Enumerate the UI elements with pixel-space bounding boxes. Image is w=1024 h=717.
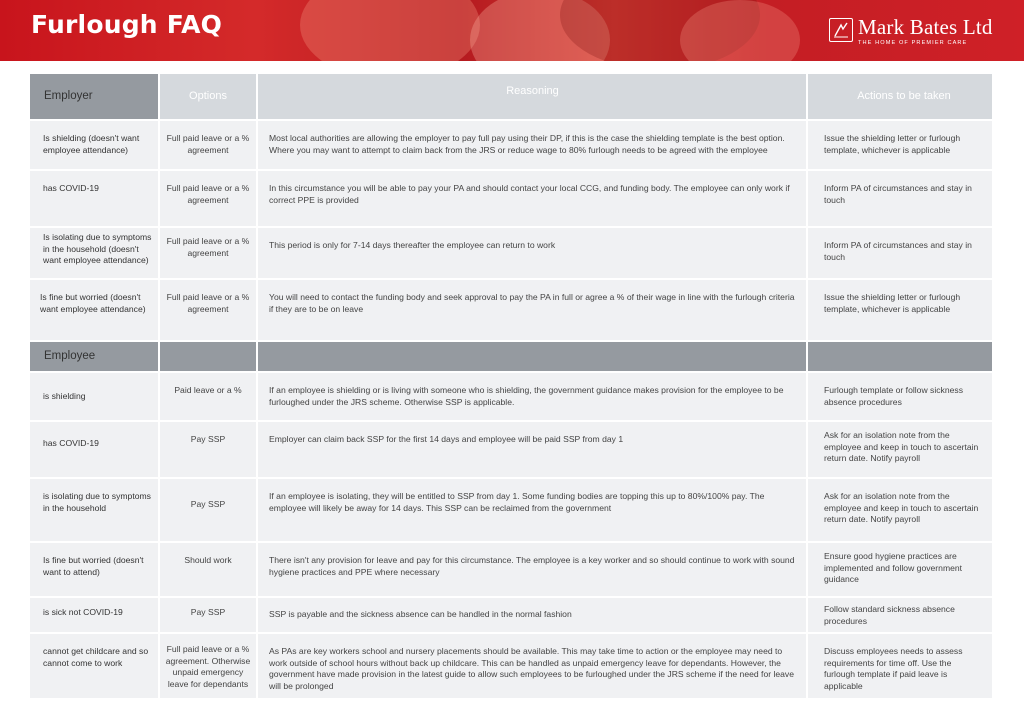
table-header-row xyxy=(30,74,992,121)
column-header-employer: Employer xyxy=(30,74,160,119)
actions-cell: Follow standard sickness absence procedures xyxy=(808,598,992,632)
reasoning-cell: Employer can claim back SSP for the first 14 days and employee will be paid SSP from day 1 xyxy=(258,422,808,477)
logo-emblem-icon xyxy=(829,18,853,42)
column-header-actions: Actions to be taken xyxy=(808,74,992,119)
situation-cell: cannot get childcare and so cannot come to work xyxy=(30,634,160,698)
situation-cell: has COVID-19 xyxy=(30,422,160,477)
reasoning-cell: This period is only for 7-14 days thereafter the employee can return to work xyxy=(258,228,808,278)
page-title: Furlough FAQ xyxy=(31,10,223,39)
situation-cell: Is shielding (doesn't want employee attendance) xyxy=(30,121,160,169)
company-logo xyxy=(829,17,993,47)
reasoning-cell: Most local authorities are allowing the employer to pay full pay using their DP, if this is the case the shielding template is the best option. Where you may want to attempt to claim back from the JRS or reduce wage to 80% furlough needs to be agreed with the employee xyxy=(258,121,808,169)
actions-cell: Inform PA of circumstances and stay in touch xyxy=(808,228,992,278)
reasoning-cell: There isn't any provision for leave and pay for this circumstance. The employee is a key worker and so should continue to work with sound hygiene practices and PPE where necessary xyxy=(258,543,808,596)
table-row xyxy=(30,373,992,422)
actions-cell: Issue the shielding letter or furlough template, whichever is applicable xyxy=(808,121,992,169)
section-spacer xyxy=(258,342,808,371)
section-label-employee: Employee xyxy=(30,342,160,371)
actions-cell: Issue the shielding letter or furlough template, whichever is applicable xyxy=(808,280,992,340)
situation-cell: Is fine but worried (doesn't want to attend) xyxy=(30,543,160,596)
logo-name: Mark Bates Ltd xyxy=(858,15,993,39)
options-cell: Should work xyxy=(160,543,258,596)
options-cell: Full paid leave or a % agreement xyxy=(160,280,258,340)
options-cell: Pay SSP xyxy=(160,598,258,632)
table-row xyxy=(30,598,992,634)
column-header-reasoning: Reasoning xyxy=(258,74,808,119)
table-row xyxy=(30,479,992,543)
situation-cell: is shielding xyxy=(30,373,160,420)
reasoning-cell: If an employee is isolating, they will be entitled to SSP from day 1. Some funding bodies are topping this up to 80%/100% pay. The employee will likely be away for 14 days. This SSP can be reclaimed from the government xyxy=(258,479,808,541)
situation-cell: Is fine but worried (doesn't want employee attendance) xyxy=(30,280,160,340)
options-cell: Full paid leave or a % agreement xyxy=(160,171,258,226)
reasoning-cell: You will need to contact the funding body and seek approval to pay the PA in full or agree a % of their wage in line with the furlough criteria if they are to be on leave xyxy=(258,280,808,340)
faq-table xyxy=(30,74,992,700)
table-row xyxy=(30,422,992,479)
table-row xyxy=(30,280,992,342)
options-cell: Full paid leave or a % agreement. Otherwise unpaid emergency leave for dependants xyxy=(160,634,258,698)
section-spacer xyxy=(160,342,258,371)
employee-section-row xyxy=(30,342,992,373)
situation-cell: is sick not COVID-19 xyxy=(30,598,160,632)
banner-photo-background xyxy=(300,0,480,61)
section-spacer xyxy=(808,342,992,371)
options-cell: Pay SSP xyxy=(160,422,258,477)
situation-cell: Is isolating due to symptoms in the household (doesn't want employee attendance) xyxy=(30,228,160,278)
reasoning-cell: As PAs are key workers school and nursery placements should be available. This may take time to action or the employee may need to work outside of school hours without back up childcare. This can be handled as unpaid emergency leave for dependants. However, the government have made provision in the latest guide to allow such employees to be furloughed under the JRS scheme if the need for leave will be prolonged xyxy=(258,634,808,698)
options-cell: Full paid leave or a % agreement xyxy=(160,121,258,169)
table-row xyxy=(30,228,992,280)
table-row xyxy=(30,543,992,598)
table-row xyxy=(30,121,992,171)
situation-cell: has COVID-19 xyxy=(30,171,160,226)
actions-cell: Ensure good hygiene practices are implemented and follow government guidance xyxy=(808,543,992,596)
table-row xyxy=(30,171,992,228)
situation-cell: is isolating due to symptoms in the household xyxy=(30,479,160,541)
actions-cell: Furlough template or follow sickness absence procedures xyxy=(808,373,992,420)
reasoning-cell: In this circumstance you will be able to pay your PA and should contact your local CCG, and funding body. The employee can only work if correct PPE is provided xyxy=(258,171,808,226)
options-cell: Pay SSP xyxy=(160,479,258,541)
table-row xyxy=(30,634,992,700)
reasoning-cell: SSP is payable and the sickness absence can be handled in the normal fashion xyxy=(258,598,808,632)
options-cell: Paid leave or a % xyxy=(160,373,258,420)
column-header-options: Options xyxy=(160,74,258,119)
actions-cell: Ask for an isolation note from the employee and keep in touch to ascertain return date. Notify payroll xyxy=(808,479,992,541)
actions-cell: Inform PA of circumstances and stay in touch xyxy=(808,171,992,226)
options-cell: Full paid leave or a % agreement xyxy=(160,228,258,278)
reasoning-cell: If an employee is shielding or is living with someone who is shielding, the government guidance makes provision for the employee to be furloughed under the JRS scheme. Otherwise SSP is applicable. xyxy=(258,373,808,420)
header-banner xyxy=(0,0,1024,61)
actions-cell: Discuss employees needs to assess requirements for time off. Use the furlough template if paid leave is applicable xyxy=(808,634,992,698)
actions-cell: Ask for an isolation note from the employee and keep in touch to ascertain return date. Notify payroll xyxy=(808,422,992,477)
logo-tagline: THE HOME OF PREMIER CARE xyxy=(858,40,968,46)
